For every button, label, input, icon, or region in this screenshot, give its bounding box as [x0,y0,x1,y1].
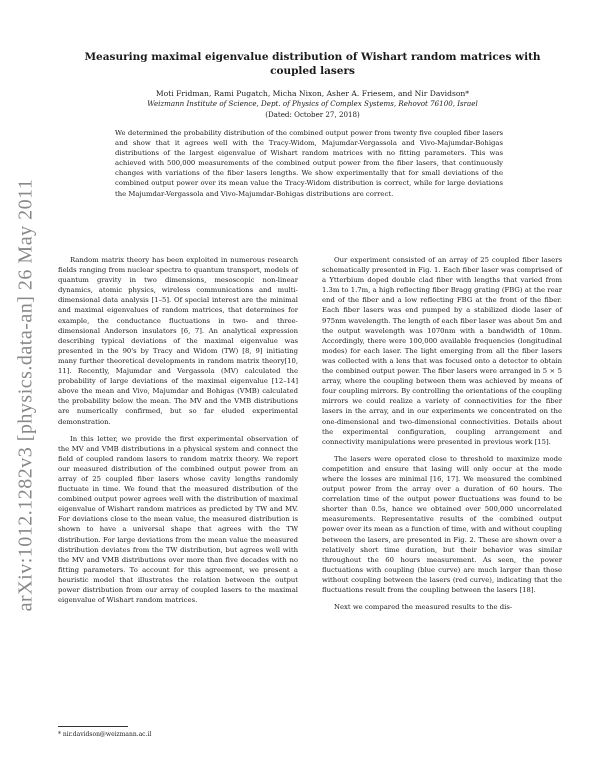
paragraph: Our experiment consisted of an array of 25 coupled fiber lasers schematically presented in Fig. 1. Each fiber laser was comprised of a Ytterbium doped double clad fiber with lengths that varied from 1.3m to 1.7m, a high reflecting fiber Bragg grating (FBG) at the rear end of the fiber and a low reflecting FBG at the front of the fiber. Each fiber lasers was end pumped by a stabilized diode laser of 975nm wavelength. The length of each fiber laser was about 5m and the output wavelength was 1070nm with a bandwidth of 10nm. Accordingly, there were 100,000 available frequencies (longitudinal modes) for each laser. The light emerging from all the fiber lasers was collected with a lens that was focused onto a detector to obtain the combined output power. The fiber lasers were arranged in 5 × 5 array, where the coupling between them was achieved by means of four coupling mirrors. By controlling the orientations of the coupling mirrors we could realize a variety of connectivities for the fiber lasers in the array, and in our experiments we concentrated on the one-dimensional and two-dimensional connectivities. Details about the experimental configuration, coupling arrangement and connectivity manipulations were presented in previous work [15]. [322,256,562,446]
footnote-divider [58,726,128,727]
arxiv-identifier [6,178,46,612]
paper-authors: Moti Fridman, Rami Pugatch, Micha Nixon, Asher A. Friesem, and Nir Davidson* [155,89,470,98]
arxiv-identifier-text: arXiv:1012.1282v3 [physics.data-an] 26 May 2011 [14,178,37,612]
footnote: * nir.davidson@weizmann.ac.il [58,731,152,738]
paper-date: (Dated: October 27, 2018) [265,110,360,119]
abstract: We determined the probability distribution of the combined output power from twenty five coupled fiber lasers and show that it agrees well with the Tracy-Widom, Majumdar-Vergassola and Vivo-Majumdar-Bohigas distributions of the largest eigenvalue of Wishart random matrices with no fitting parameters. This was achieved with 500,000 measurements of the combined output power from the fiber lasers, that continuously changes with variations of the fiber lasers lengths. We show experimentally that for small deviations of the combined output power over its mean value the Tracy-Widom distribution is correct, while for large deviations the Majumdar-Vergassola and Vivo-Majumdar-Bohigas distributions are correct. [115,129,503,198]
paragraph: Next we compared the measured results to the dis- [334,603,513,612]
left-column [58,255,298,612]
paper-affiliation: Weizmann Institute of Science, Dept. of Physics of Complex Systems, Rehovot 76100, Israel [147,99,478,108]
paragraph: Random matrix theory has been exploited in numerous research fields ranging from nuclear spectra to quantum transport, models of quantum gravity in two dimensions, mesoscopic non-linear dynamics, atomic physics, wireless communications and multi-dimensional data analysis [1–5]. Of special interest are the minimal and maximal eigenvalues of random matrices, that determines for example, the conductance fluctuations in two- and three-dimensional Anderson insulators [6, 7]. An analytical expression describing typical deviations of the maximal eigenvalue was presented in the 90's by Tracy and Widom (TW) [8, 9] initiating many further theoretical developments in random matrix theory[10, 11]. Recently, Majumdar and Vergassola (MV) calculated the probability of large deviations of the maximal eigenvalue [12–14] above the mean and Vivo, Majumdar and Bohigas (VMB) calculated the probability below the mean. The MV and the VMB distributions are numerically confirmed, but so far eluded experimental demonstration. [58,256,298,426]
paper-title: Measuring maximal eigenvalue distribution of Wishart random matrices with coupled lasers [84,51,541,77]
paragraph: The lasers were operated close to threshold to maximize mode competition and ensure that lasing will only occur at the mode where the losses are minimal [16, 17]. We measured the combined output power from the array over a duration of 60 hours. The correlation time of the output power fluctuations was found to be shorter than 0.5s, hance we obtained over 500,000 uncorrelated measurements. Representative results of the combined output power over its mean as a function of time, with and without coupling between the lasers, are presented in Fig. 2. These are shown over a relatively short time duration, but their behavior was similar throughout the 60 hours measurement. As seen, the power fluctuations with coupling (blue curve) are much larger than those without coupling between the lasers (red curve), indicating that the fluctuations result from the coupling between the lasers [18]. [322,454,562,594]
paragraph: In this letter, we provide the first experimental observation of the MV and VMB distributions in a physical system and connect the field of coupled random lasers to random matrix theory. We report our measured distribution of the combined output power from an array of 25 coupled fiber lasers whose cavity lengths randomly fluctuate in time. We found that the measured distribution of the combined output power agrees well with the distribution of maximal eigenvalue of Wishart random matrices as predicted by TW and MV. For deviations close to the mean value, the measured distribution is shown to have a universal shape that agrees with the TW distribution. For large deviations from the mean value the measured distribution deviates from the TW distribution, but agrees well with the MV and VMB distributions over more than five decades with no fitting parameters. To account for this agreement, we present a heuristic model that illustrates the relation between the output power distribution from our array of coupled lasers to the maximal eigenvalue of Wishart random matrices. [58,434,298,605]
right-column [322,255,562,619]
